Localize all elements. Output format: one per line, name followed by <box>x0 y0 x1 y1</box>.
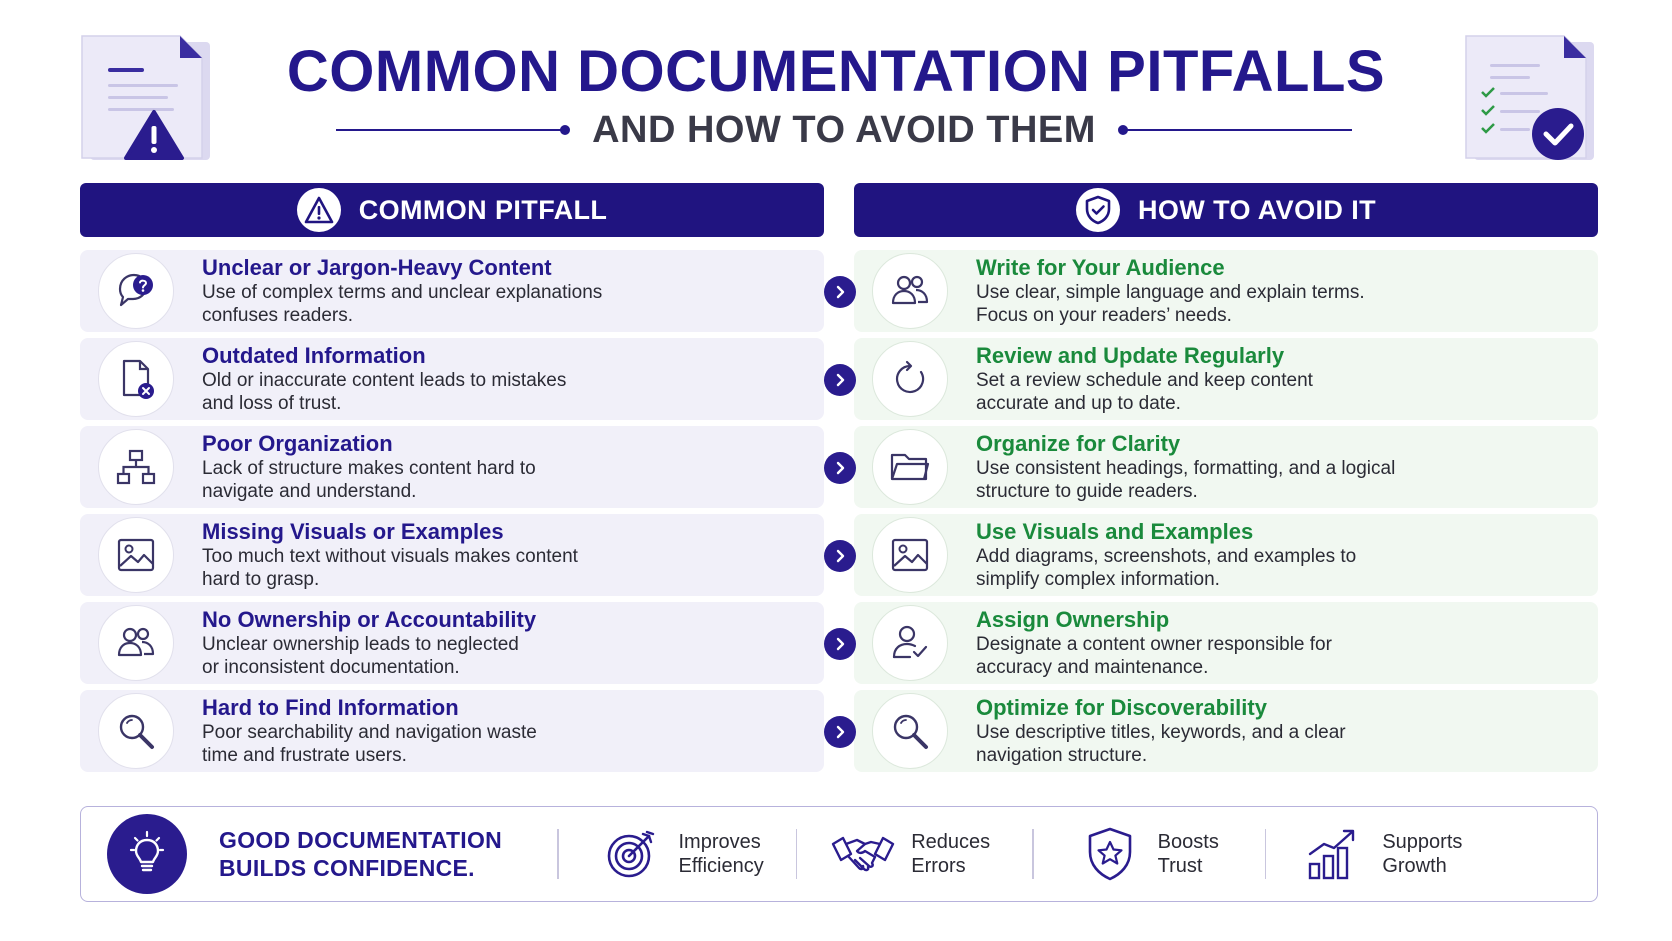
subtitle-divider-right <box>1122 129 1352 131</box>
solution-card <box>854 338 1598 420</box>
row-ownership <box>80 602 1598 684</box>
row-visuals <box>80 514 1598 596</box>
solution-desc-line1: Set a review schedule and keep content <box>976 370 1313 391</box>
chevron-right-icon <box>824 540 856 572</box>
comparison-rows <box>80 250 1598 778</box>
row-outdated <box>80 338 1598 420</box>
solution-card <box>854 514 1598 596</box>
pitfall-desc-line1: Old or inaccurate content leads to mistakes <box>202 370 567 391</box>
pitfall-title: Missing Visuals or Examples <box>202 519 504 544</box>
pitfall-desc-line2: confuses readers. <box>202 305 354 326</box>
benefit-label: Boosts Trust <box>1157 831 1219 877</box>
folder-icon <box>872 429 948 505</box>
user-check-icon <box>872 605 948 681</box>
row-findability <box>80 690 1598 772</box>
pitfall-card <box>80 514 824 596</box>
chevron-right-icon <box>824 716 856 748</box>
outdated-file-icon <box>98 341 174 417</box>
pitfall-title: Unclear or Jargon-Heavy Content <box>202 255 552 280</box>
solution-card <box>854 690 1598 772</box>
solution-title: Assign Ownership <box>976 607 1170 632</box>
solution-card <box>854 426 1598 508</box>
benefit-growth <box>1302 826 1462 882</box>
solution-desc-line2: navigation structure. <box>976 745 1148 766</box>
column-header-pitfall <box>80 183 824 237</box>
solution-desc-line1: Use descriptive titles, keywords, and a clear <box>976 722 1346 743</box>
page-subtitle: AND HOW TO AVOID THEM <box>592 108 1096 151</box>
pitfall-desc-line2: time and frustrate users. <box>202 745 407 766</box>
solution-desc-line1: Use clear, simple language and explain terms. <box>976 282 1365 303</box>
solution-desc-line2: Focus on your readers’ needs. <box>976 305 1232 326</box>
pitfall-title: Poor Organization <box>202 431 393 456</box>
footer-message-line2: BUILDS CONFIDENCE. <box>219 855 475 881</box>
solution-title: Use Visuals and Examples <box>976 519 1254 544</box>
chevron-right-icon <box>824 452 856 484</box>
shield-star-icon <box>1078 826 1142 882</box>
pitfall-card <box>80 690 824 772</box>
pitfall-title: Outdated Information <box>202 343 426 368</box>
solution-title: Optimize for Discoverability <box>976 695 1267 720</box>
pitfall-desc-line1: Use of complex terms and unclear explanations <box>202 282 603 303</box>
benefit-label: Supports Growth <box>1382 831 1463 877</box>
pitfall-card <box>80 602 824 684</box>
warning-icon <box>297 188 341 232</box>
benefit-label: Improves Efficiency <box>678 831 764 877</box>
column-header-avoid <box>854 183 1598 237</box>
page-title: COMMON DOCUMENTATION PITFALLS <box>286 39 1386 104</box>
growth-chart-icon <box>1302 826 1366 882</box>
pitfall-desc-line2: or inconsistent documentation. <box>202 657 460 678</box>
pitfall-desc-line1: Too much text without visuals makes content <box>202 546 578 567</box>
solution-title: Review and Update Regularly <box>976 343 1285 368</box>
solution-desc-line2: accurate and up to date. <box>976 393 1181 414</box>
column-header-avoid-label: HOW TO AVOID IT <box>1138 194 1376 225</box>
solution-card <box>854 602 1598 684</box>
image-icon <box>872 517 948 593</box>
pitfall-desc-line2: hard to grasp. <box>202 569 320 590</box>
footer-divider <box>1265 829 1267 879</box>
search-icon <box>872 693 948 769</box>
pitfall-desc-line2: and loss of trust. <box>202 393 342 414</box>
shield-check-icon <box>1076 188 1120 232</box>
solution-title: Write for Your Audience <box>976 255 1225 280</box>
chevron-right-icon <box>824 276 856 308</box>
benefit-errors <box>831 826 990 882</box>
pitfall-title: No Ownership or Accountability <box>202 607 537 632</box>
pitfall-card <box>80 426 824 508</box>
solution-desc-line2: structure to guide readers. <box>976 481 1198 502</box>
row-organization <box>80 426 1598 508</box>
solution-desc-line1: Add diagrams, screenshots, and examples to <box>976 546 1357 567</box>
solution-desc-line1: Designate a content owner responsible for <box>976 634 1332 655</box>
benefit-trust <box>1078 826 1219 882</box>
pitfall-desc-line1: Lack of structure makes content hard to <box>202 458 536 479</box>
subtitle-row <box>336 108 1352 152</box>
search-icon <box>98 693 174 769</box>
solution-desc-line2: accuracy and maintenance. <box>976 657 1209 678</box>
solution-desc-line1: Use consistent headings, formatting, and a logical <box>976 458 1396 479</box>
footer-message-line1: GOOD DOCUMENTATION <box>219 827 503 853</box>
footer-divider <box>557 829 559 879</box>
chevron-right-icon <box>824 628 856 660</box>
refresh-icon <box>872 341 948 417</box>
users-icon <box>98 605 174 681</box>
target-icon <box>599 826 663 882</box>
pitfall-desc-line2: navigate and understand. <box>202 481 417 502</box>
hierarchy-icon <box>98 429 174 505</box>
footer-divider <box>796 829 798 879</box>
pitfall-desc-line1: Poor searchability and navigation waste <box>202 722 537 743</box>
chevron-right-icon <box>824 364 856 396</box>
footer-message <box>219 826 519 882</box>
solution-card <box>854 250 1598 332</box>
question-chat-icon <box>98 253 174 329</box>
pitfall-card <box>80 338 824 420</box>
benefit-label: Reduces Errors <box>911 831 991 877</box>
benefit-efficiency <box>599 826 764 882</box>
benefits-footer <box>80 806 1598 902</box>
lightbulb-icon <box>107 814 187 894</box>
handshake-icon <box>831 826 895 882</box>
pitfall-desc-line1: Unclear ownership leads to neglected <box>202 634 519 655</box>
pitfall-card <box>80 250 824 332</box>
image-icon <box>98 517 174 593</box>
audience-icon <box>872 253 948 329</box>
column-header-pitfall-label: COMMON PITFALL <box>358 194 608 225</box>
pitfall-title: Hard to Find Information <box>202 695 459 720</box>
row-jargon <box>80 250 1598 332</box>
solution-title: Organize for Clarity <box>976 431 1181 456</box>
footer-divider <box>1032 829 1034 879</box>
solution-desc-line2: simplify complex information. <box>976 569 1220 590</box>
subtitle-divider-left <box>336 129 566 131</box>
